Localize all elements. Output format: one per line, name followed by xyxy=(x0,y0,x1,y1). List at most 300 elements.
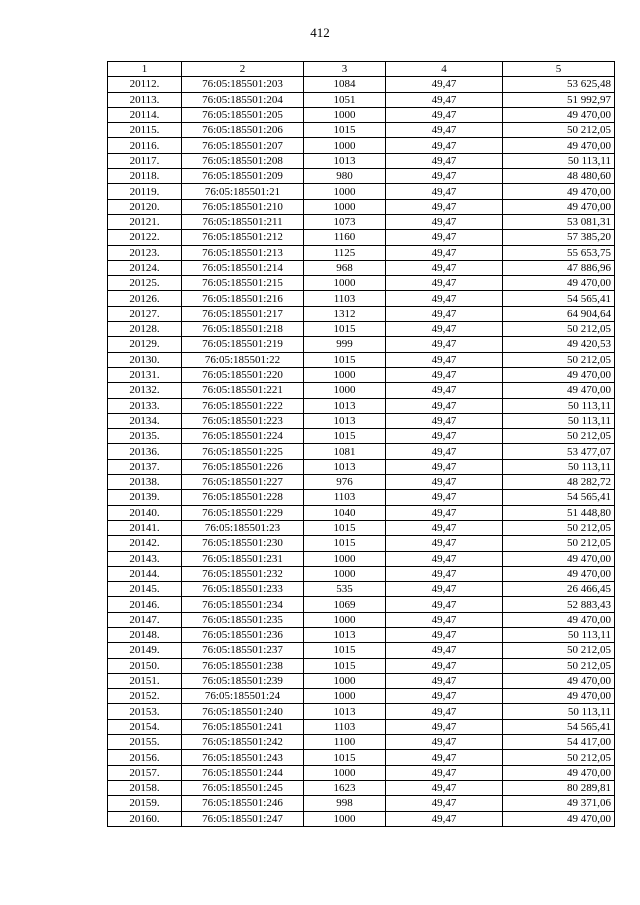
amount-cell: 49 470,00 xyxy=(503,612,615,627)
row-number-cell: 20150. xyxy=(108,658,182,673)
cadastral-number-cell: 76:05:185501:220 xyxy=(182,367,304,382)
table-row xyxy=(108,765,615,780)
area-cell: 1000 xyxy=(304,367,386,382)
table-row xyxy=(108,551,615,566)
area-cell: 535 xyxy=(304,582,386,597)
cadastral-number-cell: 76:05:185501:238 xyxy=(182,658,304,673)
cadastral-number-cell: 76:05:185501:222 xyxy=(182,398,304,413)
rate-cell: 49,47 xyxy=(386,490,503,505)
area-cell: 998 xyxy=(304,796,386,811)
amount-cell: 54 565,41 xyxy=(503,719,615,734)
amount-cell: 49 470,00 xyxy=(503,107,615,122)
table-row xyxy=(108,750,615,765)
row-number-cell: 20148. xyxy=(108,627,182,642)
rate-cell: 49,47 xyxy=(386,153,503,168)
cadastral-number-cell: 76:05:185501:208 xyxy=(182,153,304,168)
rate-cell: 49,47 xyxy=(386,612,503,627)
cadastral-number-cell: 76:05:185501:216 xyxy=(182,291,304,306)
area-cell: 999 xyxy=(304,337,386,352)
rate-cell: 49,47 xyxy=(386,704,503,719)
amount-cell: 64 904,64 xyxy=(503,306,615,321)
amount-cell: 49 470,00 xyxy=(503,276,615,291)
row-number-cell: 20160. xyxy=(108,811,182,826)
row-number-cell: 20125. xyxy=(108,276,182,291)
rate-cell: 49,47 xyxy=(386,367,503,382)
header-cell-col-5: 5 xyxy=(503,62,615,77)
cadastral-number-cell: 76:05:185501:24 xyxy=(182,689,304,704)
amount-cell: 50 113,11 xyxy=(503,398,615,413)
amount-cell: 50 113,11 xyxy=(503,627,615,642)
rate-cell: 49,47 xyxy=(386,597,503,612)
area-cell: 1000 xyxy=(304,107,386,122)
area-cell: 1000 xyxy=(304,383,386,398)
area-cell: 1000 xyxy=(304,612,386,627)
cadastral-number-cell: 76:05:185501:230 xyxy=(182,536,304,551)
cadastral-number-cell: 76:05:185501:247 xyxy=(182,811,304,826)
row-number-cell: 20143. xyxy=(108,551,182,566)
table-row xyxy=(108,444,615,459)
amount-cell: 50 212,05 xyxy=(503,750,615,765)
amount-cell: 50 212,05 xyxy=(503,429,615,444)
row-number-cell: 20141. xyxy=(108,520,182,535)
amount-cell: 50 212,05 xyxy=(503,520,615,535)
table-row xyxy=(108,352,615,367)
cadastral-number-cell: 76:05:185501:240 xyxy=(182,704,304,719)
amount-cell: 49 470,00 xyxy=(503,765,615,780)
area-cell: 1015 xyxy=(304,352,386,367)
area-cell: 1000 xyxy=(304,811,386,826)
amount-cell: 49 470,00 xyxy=(503,199,615,214)
cadastral-number-cell: 76:05:185501:221 xyxy=(182,383,304,398)
rate-cell: 49,47 xyxy=(386,719,503,734)
cadastral-number-cell: 76:05:185501:207 xyxy=(182,138,304,153)
table-row xyxy=(108,245,615,260)
rate-cell: 49,47 xyxy=(386,398,503,413)
amount-cell: 51 448,80 xyxy=(503,505,615,520)
table-row xyxy=(108,276,615,291)
row-number-cell: 20157. xyxy=(108,765,182,780)
cadastral-number-cell: 76:05:185501:232 xyxy=(182,566,304,581)
row-number-cell: 20120. xyxy=(108,199,182,214)
amount-cell: 48 480,60 xyxy=(503,169,615,184)
area-cell: 980 xyxy=(304,169,386,184)
rate-cell: 49,47 xyxy=(386,383,503,398)
area-cell: 1013 xyxy=(304,459,386,474)
row-number-cell: 20133. xyxy=(108,398,182,413)
amount-cell: 54 565,41 xyxy=(503,490,615,505)
cadastral-number-cell: 76:05:185501:223 xyxy=(182,413,304,428)
amount-cell: 49 470,00 xyxy=(503,689,615,704)
table-row xyxy=(108,719,615,734)
table-row xyxy=(108,627,615,642)
area-cell: 1013 xyxy=(304,413,386,428)
rate-cell: 49,47 xyxy=(386,735,503,750)
table-row xyxy=(108,811,615,826)
amount-cell: 49 470,00 xyxy=(503,138,615,153)
cadastral-number-cell: 76:05:185501:219 xyxy=(182,337,304,352)
area-cell: 1000 xyxy=(304,199,386,214)
cadastral-number-cell: 76:05:185501:203 xyxy=(182,77,304,92)
table-row xyxy=(108,92,615,107)
table-row xyxy=(108,337,615,352)
row-number-cell: 20117. xyxy=(108,153,182,168)
area-cell: 1103 xyxy=(304,719,386,734)
row-number-cell: 20128. xyxy=(108,322,182,337)
table-row xyxy=(108,413,615,428)
table-header-row xyxy=(108,62,615,77)
amount-cell: 52 883,43 xyxy=(503,597,615,612)
rate-cell: 49,47 xyxy=(386,123,503,138)
rate-cell: 49,47 xyxy=(386,214,503,229)
area-cell: 1040 xyxy=(304,505,386,520)
amount-cell: 48 282,72 xyxy=(503,475,615,490)
rate-cell: 49,47 xyxy=(386,77,503,92)
area-cell: 1000 xyxy=(304,566,386,581)
area-cell: 1103 xyxy=(304,490,386,505)
area-cell: 968 xyxy=(304,260,386,275)
area-cell: 1623 xyxy=(304,780,386,795)
row-number-cell: 20122. xyxy=(108,230,182,245)
amount-cell: 47 886,96 xyxy=(503,260,615,275)
cadastral-number-cell: 76:05:185501:243 xyxy=(182,750,304,765)
row-number-cell: 20127. xyxy=(108,306,182,321)
cadastral-number-cell: 76:05:185501:226 xyxy=(182,459,304,474)
rate-cell: 49,47 xyxy=(386,260,503,275)
rate-cell: 49,47 xyxy=(386,673,503,688)
row-number-cell: 20146. xyxy=(108,597,182,612)
table-row xyxy=(108,520,615,535)
cadastral-number-cell: 76:05:185501:237 xyxy=(182,643,304,658)
rate-cell: 49,47 xyxy=(386,322,503,337)
cadastral-number-cell: 76:05:185501:244 xyxy=(182,765,304,780)
rate-cell: 49,47 xyxy=(386,536,503,551)
row-number-cell: 20121. xyxy=(108,214,182,229)
rate-cell: 49,47 xyxy=(386,306,503,321)
amount-cell: 50 212,05 xyxy=(503,352,615,367)
amount-cell: 50 113,11 xyxy=(503,704,615,719)
area-cell: 1015 xyxy=(304,322,386,337)
cadastral-number-cell: 76:05:185501:228 xyxy=(182,490,304,505)
area-cell: 1013 xyxy=(304,627,386,642)
row-number-cell: 20130. xyxy=(108,352,182,367)
table-row xyxy=(108,673,615,688)
area-cell: 1015 xyxy=(304,643,386,658)
table-row xyxy=(108,260,615,275)
area-cell: 1081 xyxy=(304,444,386,459)
row-number-cell: 20154. xyxy=(108,719,182,734)
cadastral-number-cell: 76:05:185501:246 xyxy=(182,796,304,811)
cadastral-number-cell: 76:05:185501:245 xyxy=(182,780,304,795)
row-number-cell: 20114. xyxy=(108,107,182,122)
area-cell: 1069 xyxy=(304,597,386,612)
cadastral-number-cell: 76:05:185501:236 xyxy=(182,627,304,642)
cadastral-number-cell: 76:05:185501:21 xyxy=(182,184,304,199)
row-number-cell: 20119. xyxy=(108,184,182,199)
area-cell: 1013 xyxy=(304,704,386,719)
rate-cell: 49,47 xyxy=(386,459,503,474)
area-cell: 1084 xyxy=(304,77,386,92)
row-number-cell: 20131. xyxy=(108,367,182,382)
cadastral-number-cell: 76:05:185501:235 xyxy=(182,612,304,627)
amount-cell: 49 371,06 xyxy=(503,796,615,811)
rate-cell: 49,47 xyxy=(386,337,503,352)
rate-cell: 49,47 xyxy=(386,230,503,245)
amount-cell: 49 420,53 xyxy=(503,337,615,352)
amount-cell: 50 212,05 xyxy=(503,658,615,673)
table-row xyxy=(108,138,615,153)
area-cell: 1000 xyxy=(304,689,386,704)
cadastral-number-cell: 76:05:185501:23 xyxy=(182,520,304,535)
table-row xyxy=(108,566,615,581)
rate-cell: 49,47 xyxy=(386,520,503,535)
table-row xyxy=(108,429,615,444)
row-number-cell: 20139. xyxy=(108,490,182,505)
page-number: 412 xyxy=(310,25,330,40)
table-row xyxy=(108,735,615,750)
amount-cell: 54 417,00 xyxy=(503,735,615,750)
rate-cell: 49,47 xyxy=(386,107,503,122)
table-row xyxy=(108,475,615,490)
rate-cell: 49,47 xyxy=(386,444,503,459)
area-cell: 1013 xyxy=(304,398,386,413)
rate-cell: 49,47 xyxy=(386,291,503,306)
rate-cell: 49,47 xyxy=(386,765,503,780)
table-row xyxy=(108,306,615,321)
cadastral-number-cell: 76:05:185501:205 xyxy=(182,107,304,122)
cadastral-number-cell: 76:05:185501:212 xyxy=(182,230,304,245)
row-number-cell: 20137. xyxy=(108,459,182,474)
cadastral-number-cell: 76:05:185501:239 xyxy=(182,673,304,688)
cadastral-number-cell: 76:05:185501:213 xyxy=(182,245,304,260)
area-cell: 1000 xyxy=(304,551,386,566)
amount-cell: 53 625,48 xyxy=(503,77,615,92)
cadastral-number-cell: 76:05:185501:225 xyxy=(182,444,304,459)
rate-cell: 49,47 xyxy=(386,92,503,107)
amount-cell: 50 212,05 xyxy=(503,643,615,658)
cadastral-number-cell: 76:05:185501:211 xyxy=(182,214,304,229)
row-number-cell: 20135. xyxy=(108,429,182,444)
cadastral-number-cell: 76:05:185501:209 xyxy=(182,169,304,184)
row-number-cell: 20112. xyxy=(108,77,182,92)
cadastral-number-cell: 76:05:185501:242 xyxy=(182,735,304,750)
table-row xyxy=(108,658,615,673)
table-row xyxy=(108,77,615,92)
rate-cell: 49,47 xyxy=(386,169,503,184)
row-number-cell: 20144. xyxy=(108,566,182,581)
rate-cell: 49,47 xyxy=(386,750,503,765)
table-row xyxy=(108,199,615,214)
table-row xyxy=(108,398,615,413)
cadastral-number-cell: 76:05:185501:210 xyxy=(182,199,304,214)
row-number-cell: 20159. xyxy=(108,796,182,811)
cadastral-number-cell: 76:05:185501:233 xyxy=(182,582,304,597)
table-row xyxy=(108,689,615,704)
row-number-cell: 20147. xyxy=(108,612,182,627)
cadastral-number-cell: 76:05:185501:218 xyxy=(182,322,304,337)
row-number-cell: 20155. xyxy=(108,735,182,750)
row-number-cell: 20140. xyxy=(108,505,182,520)
amount-cell: 50 212,05 xyxy=(503,123,615,138)
row-number-cell: 20152. xyxy=(108,689,182,704)
row-number-cell: 20126. xyxy=(108,291,182,306)
rate-cell: 49,47 xyxy=(386,689,503,704)
cadastral-number-cell: 76:05:185501:204 xyxy=(182,92,304,107)
amount-cell: 49 470,00 xyxy=(503,811,615,826)
header-cell-col-4: 4 xyxy=(386,62,503,77)
area-cell: 1000 xyxy=(304,276,386,291)
table-row xyxy=(108,230,615,245)
cadastral-number-cell: 76:05:185501:227 xyxy=(182,475,304,490)
rate-cell: 49,47 xyxy=(386,352,503,367)
cadastral-number-cell: 76:05:185501:231 xyxy=(182,551,304,566)
cadastral-number-cell: 76:05:185501:229 xyxy=(182,505,304,520)
rate-cell: 49,47 xyxy=(386,413,503,428)
amount-cell: 50 212,05 xyxy=(503,322,615,337)
area-cell: 1015 xyxy=(304,536,386,551)
amount-cell: 54 565,41 xyxy=(503,291,615,306)
rate-cell: 49,47 xyxy=(386,643,503,658)
rate-cell: 49,47 xyxy=(386,780,503,795)
row-number-cell: 20116. xyxy=(108,138,182,153)
row-number-cell: 20149. xyxy=(108,643,182,658)
row-number-cell: 20151. xyxy=(108,673,182,688)
amount-cell: 50 113,11 xyxy=(503,413,615,428)
table-row xyxy=(108,643,615,658)
row-number-cell: 20145. xyxy=(108,582,182,597)
area-cell: 1312 xyxy=(304,306,386,321)
cadastral-number-cell: 76:05:185501:22 xyxy=(182,352,304,367)
area-cell: 1051 xyxy=(304,92,386,107)
area-cell: 1073 xyxy=(304,214,386,229)
row-number-cell: 20136. xyxy=(108,444,182,459)
rate-cell: 49,47 xyxy=(386,505,503,520)
area-cell: 1160 xyxy=(304,230,386,245)
table-row xyxy=(108,322,615,337)
amount-cell: 53 477,07 xyxy=(503,444,615,459)
amount-cell: 26 466,45 xyxy=(503,582,615,597)
table-row xyxy=(108,153,615,168)
area-cell: 1015 xyxy=(304,658,386,673)
row-number-cell: 20124. xyxy=(108,260,182,275)
area-cell: 976 xyxy=(304,475,386,490)
amount-cell: 50 212,05 xyxy=(503,536,615,551)
rate-cell: 49,47 xyxy=(386,429,503,444)
area-cell: 1125 xyxy=(304,245,386,260)
amount-cell: 50 113,11 xyxy=(503,459,615,474)
cadastral-number-cell: 76:05:185501:217 xyxy=(182,306,304,321)
table-row xyxy=(108,107,615,122)
cadastral-number-cell: 76:05:185501:234 xyxy=(182,597,304,612)
row-number-cell: 20134. xyxy=(108,413,182,428)
header-cell-col-3: 3 xyxy=(304,62,386,77)
table-row xyxy=(108,536,615,551)
table-body xyxy=(108,62,615,827)
row-number-cell: 20142. xyxy=(108,536,182,551)
area-cell: 1000 xyxy=(304,765,386,780)
row-number-cell: 20118. xyxy=(108,169,182,184)
table-row xyxy=(108,214,615,229)
area-cell: 1015 xyxy=(304,750,386,765)
table-row xyxy=(108,291,615,306)
table-row xyxy=(108,383,615,398)
rate-cell: 49,47 xyxy=(386,138,503,153)
rate-cell: 49,47 xyxy=(386,245,503,260)
row-number-cell: 20129. xyxy=(108,337,182,352)
amount-cell: 80 289,81 xyxy=(503,780,615,795)
rate-cell: 49,47 xyxy=(386,199,503,214)
area-cell: 1000 xyxy=(304,138,386,153)
rate-cell: 49,47 xyxy=(386,582,503,597)
table-row xyxy=(108,582,615,597)
amount-cell: 55 653,75 xyxy=(503,245,615,260)
table-row xyxy=(108,367,615,382)
cadastral-number-cell: 76:05:185501:241 xyxy=(182,719,304,734)
table-row xyxy=(108,780,615,795)
header-cell-col-1: 1 xyxy=(108,62,182,77)
rate-cell: 49,47 xyxy=(386,276,503,291)
rate-cell: 49,47 xyxy=(386,796,503,811)
table-row xyxy=(108,796,615,811)
amount-cell: 49 470,00 xyxy=(503,184,615,199)
cadastral-number-cell: 76:05:185501:214 xyxy=(182,260,304,275)
area-cell: 1015 xyxy=(304,123,386,138)
table-row xyxy=(108,505,615,520)
cadastral-number-cell: 76:05:185501:224 xyxy=(182,429,304,444)
area-cell: 1013 xyxy=(304,153,386,168)
area-cell: 1000 xyxy=(304,673,386,688)
table-row xyxy=(108,459,615,474)
amount-cell: 49 470,00 xyxy=(503,566,615,581)
row-number-cell: 20153. xyxy=(108,704,182,719)
table-row xyxy=(108,490,615,505)
row-number-cell: 20138. xyxy=(108,475,182,490)
table-row xyxy=(108,169,615,184)
area-cell: 1015 xyxy=(304,520,386,535)
area-cell: 1015 xyxy=(304,429,386,444)
amount-cell: 49 470,00 xyxy=(503,551,615,566)
row-number-cell: 20113. xyxy=(108,92,182,107)
row-number-cell: 20132. xyxy=(108,383,182,398)
row-number-cell: 20115. xyxy=(108,123,182,138)
row-number-cell: 20123. xyxy=(108,245,182,260)
rate-cell: 49,47 xyxy=(386,184,503,199)
table-row xyxy=(108,704,615,719)
amount-cell: 50 113,11 xyxy=(503,153,615,168)
header-cell-col-2: 2 xyxy=(182,62,304,77)
table-row xyxy=(108,184,615,199)
amount-cell: 57 385,20 xyxy=(503,230,615,245)
table-row xyxy=(108,123,615,138)
rate-cell: 49,47 xyxy=(386,475,503,490)
data-table xyxy=(107,61,615,827)
row-number-cell: 20158. xyxy=(108,780,182,795)
rate-cell: 49,47 xyxy=(386,658,503,673)
area-cell: 1000 xyxy=(304,184,386,199)
rate-cell: 49,47 xyxy=(386,551,503,566)
area-cell: 1103 xyxy=(304,291,386,306)
table-row xyxy=(108,597,615,612)
amount-cell: 51 992,97 xyxy=(503,92,615,107)
rate-cell: 49,47 xyxy=(386,811,503,826)
cadastral-number-cell: 76:05:185501:215 xyxy=(182,276,304,291)
amount-cell: 53 081,31 xyxy=(503,214,615,229)
row-number-cell: 20156. xyxy=(108,750,182,765)
rate-cell: 49,47 xyxy=(386,566,503,581)
area-cell: 1100 xyxy=(304,735,386,750)
table-row xyxy=(108,612,615,627)
amount-cell: 49 470,00 xyxy=(503,383,615,398)
cadastral-number-cell: 76:05:185501:206 xyxy=(182,123,304,138)
